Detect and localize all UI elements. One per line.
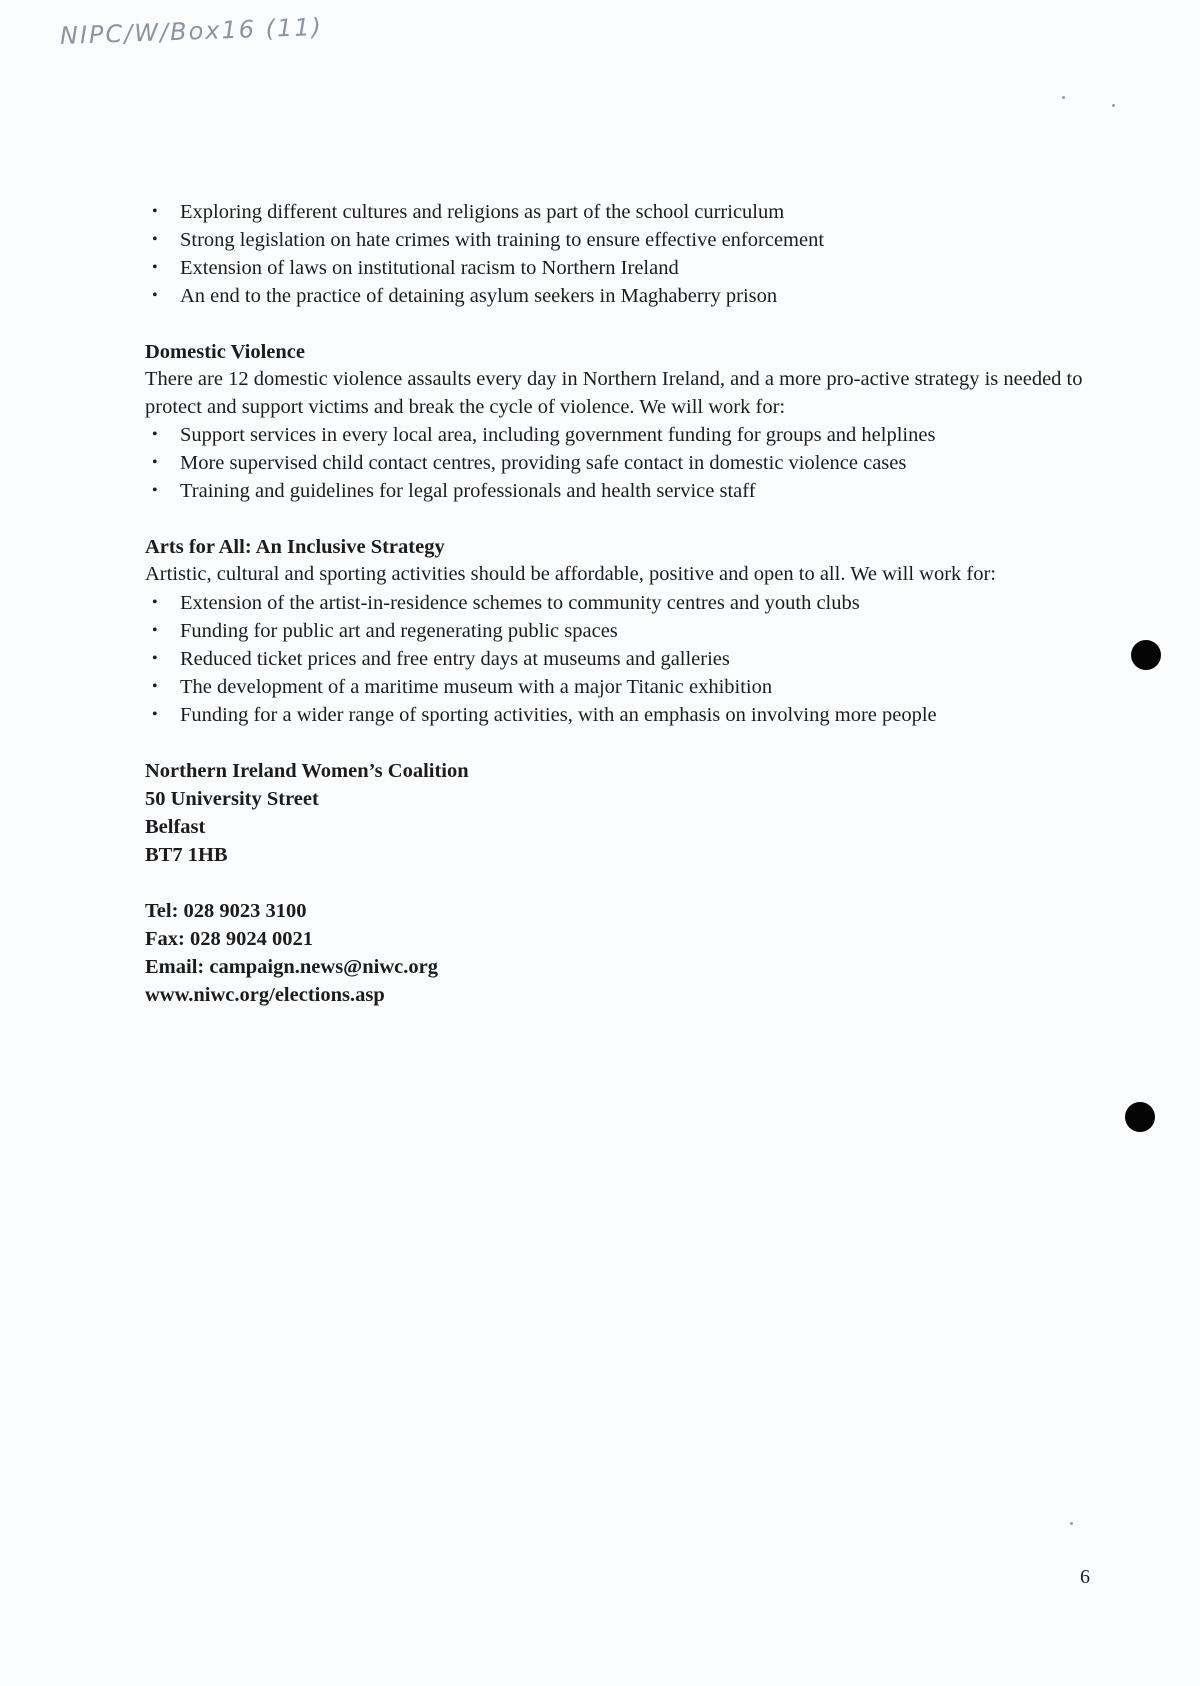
address-city: Belfast: [145, 815, 206, 838]
punch-hole-lower: [1125, 1102, 1155, 1132]
list-item: [145, 477, 1090, 505]
bullet-icon: •: [152, 454, 158, 471]
domestic-violence-bullet-list: [145, 421, 1090, 505]
list-item: [145, 282, 1090, 310]
bullet-icon: •: [152, 203, 158, 220]
email: Email: campaign.news@niwc.org: [145, 955, 438, 978]
fax: Fax: 028 9024 0021: [145, 927, 313, 950]
list-item-text: Reduced ticket prices and free entry days at museums and galleries: [180, 647, 730, 670]
bullet-icon: •: [152, 287, 158, 304]
arts-paragraph: Artistic, cultural and sporting activities should be affordable, positive and open to all. We will work for:: [145, 563, 997, 585]
list-item-text: The development of a maritime museum with a major Titanic exhibition: [180, 675, 773, 698]
list-item: [145, 673, 1090, 701]
list-item: [145, 421, 1090, 449]
scan-speck: [1070, 1522, 1073, 1525]
list-item-text: More supervised child contact centres, providing safe contact in domestic violence cases: [180, 452, 907, 474]
list-item-text: Support services in every local area, including government funding for groups and helplines: [180, 424, 936, 446]
list-item-text: Funding for public art and regenerating public spaces: [180, 619, 618, 642]
list-item-text: Extension of laws on institutional racism to Northern Ireland: [180, 257, 679, 279]
punch-hole-upper: [1131, 640, 1161, 670]
domestic-violence-heading: Domestic Violence: [145, 341, 305, 363]
arts-bullet-list: [145, 589, 1090, 729]
bullet-icon: •: [152, 705, 158, 723]
bullet-icon: •: [152, 259, 158, 276]
address-postcode: BT7 1HB: [145, 843, 228, 866]
bullet-icon: •: [152, 621, 158, 639]
page-content: [145, 198, 1090, 1009]
bullet-icon: •: [152, 231, 158, 248]
spacer: [145, 869, 1090, 897]
telephone: Tel: 028 9023 3100: [145, 899, 307, 922]
address-street: 50 University Street: [145, 787, 319, 810]
page-number: 6: [1080, 1566, 1090, 1588]
intro-bullet-list: [145, 198, 1090, 310]
website: www.niwc.org/elections.asp: [145, 983, 385, 1006]
bullet-icon: •: [152, 426, 158, 443]
list-item-text: Extension of the artist-in-residence schemes to community centres and youth clubs: [180, 591, 860, 614]
list-item-text: An end to the practice of detaining asylum seekers in Maghaberry prison: [180, 285, 778, 307]
list-item: [145, 701, 1090, 729]
list-item-text: Strong legislation on hate crimes with training to ensure effective enforcement: [180, 229, 825, 251]
list-item: [145, 198, 1090, 226]
arts-heading: Arts for All: An Inclusive Strategy: [145, 536, 445, 558]
list-item: [145, 589, 1090, 617]
handwritten-annotation: NIPC/W/Box16 (11): [59, 12, 324, 50]
bullet-icon: •: [152, 677, 158, 695]
list-item: [145, 617, 1090, 645]
list-item-text: Funding for a wider range of sporting activities, with an emphasis on involving more people: [180, 703, 937, 726]
scan-speck: [1062, 96, 1065, 99]
list-item-text: Training and guidelines for legal professionals and health service staff: [180, 480, 756, 502]
list-item: [145, 254, 1090, 282]
bullet-icon: •: [152, 593, 158, 611]
bullet-icon: •: [152, 649, 158, 667]
list-item: [145, 645, 1090, 673]
bullet-icon: •: [152, 482, 158, 499]
list-item: [145, 226, 1090, 254]
domestic-violence-paragraph: There are 12 domestic violence assaults every day in Northern Ireland, and a more pro-active strategy is needed to protect and support victims and break the cycle of violence. We will work for:: [145, 368, 1083, 418]
list-item-text: Exploring different cultures and religions as part of the school curriculum: [180, 201, 785, 223]
scan-speck: [1112, 104, 1115, 107]
list-item: [145, 449, 1090, 477]
contact-block: [145, 757, 1090, 1009]
org-name: Northern Ireland Women’s Coalition: [145, 759, 469, 782]
